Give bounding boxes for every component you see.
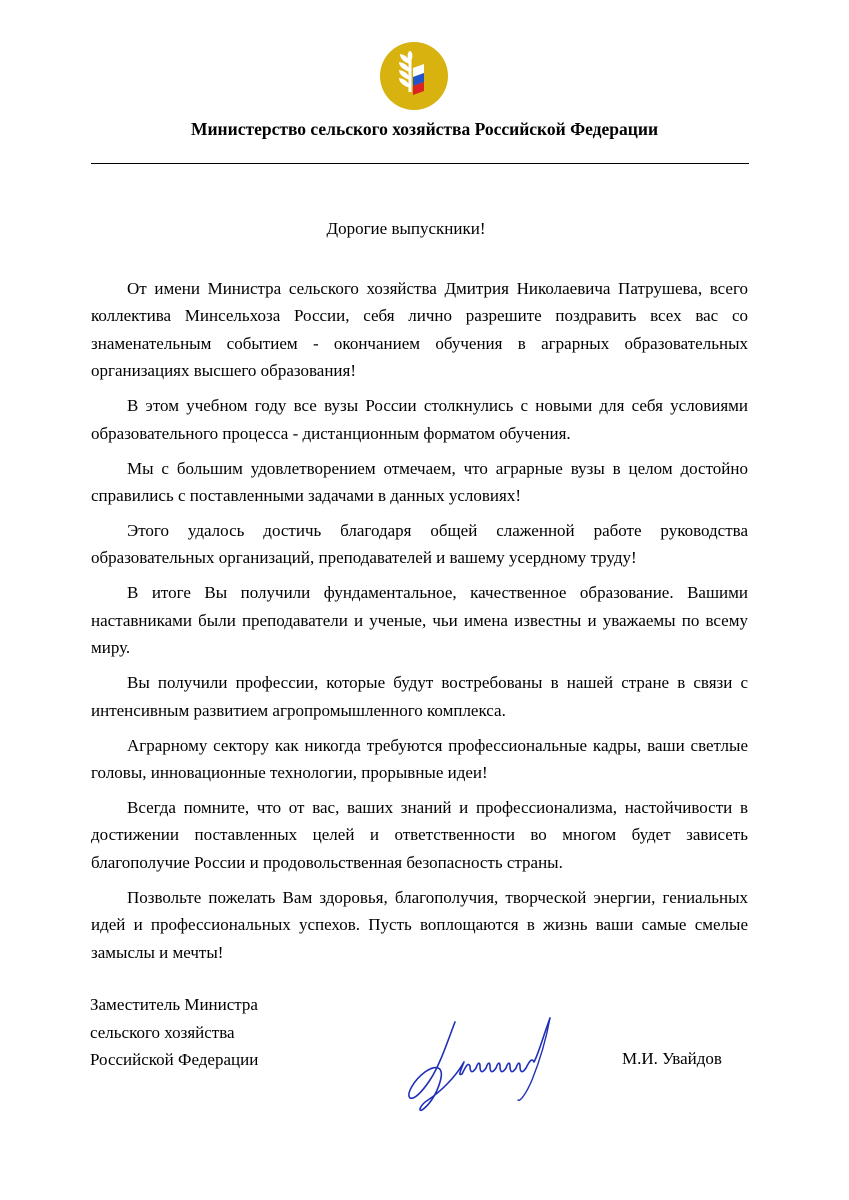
letter-body bbox=[91, 275, 748, 974]
paragraph: В этом учебном году все вузы России столкнулись с новыми для себя условиями образовательного процесса - дистанционным форматом обучения. bbox=[91, 396, 748, 443]
ministry-emblem bbox=[380, 42, 448, 110]
paragraph: Мы с большим удовлетворением отмечаем, что аграрные вузы в целом достойно справились с поставленными задачами в данных условиях! bbox=[91, 458, 748, 506]
signer-position-line: Заместитель Министра bbox=[90, 995, 258, 1014]
paragraph: Всегда помните, что от вас, ваших знаний и профессионализма, настойчивости в достижении поставленных целей и ответственности во многом будет зависеть благополучие России и продовольственная безопасность страны. bbox=[91, 798, 748, 872]
signer-position-line: Российской Федерации bbox=[90, 1050, 259, 1069]
signer-position bbox=[90, 991, 258, 1074]
letter-greeting: Дорогие выпускники! bbox=[326, 219, 486, 238]
signature bbox=[400, 1010, 570, 1120]
signer-position-line: сельского хозяйства bbox=[90, 1022, 235, 1042]
paragraph: Позвольте пожелать Вам здоровья, благополучия, творческой энергии, гениальных идей и профессиональных успехов. Пусть воплощаются в жизнь ваши самые смелые замыслы и мечты! bbox=[91, 887, 748, 962]
paragraph: Аграрному сектору как никогда требуются профессиональные кадры, ваши светлые головы, инновационные технологии, прорывные идеи! bbox=[91, 735, 748, 783]
signer-name: М.И. Увайдов bbox=[622, 1049, 722, 1068]
wheat-flag-emblem-icon bbox=[380, 42, 448, 110]
paragraph: От имени Министра сельского хозяйства Дмитрия Николаевича Патрушева, всего коллектива Минсельхоза России, себя лично разрешите поздравить всех вас со знаменательным событием - окончанием обучения в аграрных образовательных организациях высшего образования! bbox=[91, 279, 748, 381]
header-divider bbox=[91, 163, 749, 164]
handwritten-signature-icon bbox=[400, 1010, 570, 1120]
paragraph: Вы получили профессии, которые будут востребованы в нашей стране в связи с интенсивным развитием агропромышленного комплекса. bbox=[91, 673, 748, 720]
paragraph: В итоге Вы получили фундаментальное, качественное образование. Вашими наставниками были преподаватели и ученые, чьи имена известны и уважаемы по всему миру. bbox=[91, 583, 748, 658]
paragraph: Этого удалось достичь благодаря общей слаженной работе руководства образовательных организаций, преподавателей и вашему усердному труду! bbox=[91, 521, 748, 568]
organization-title: Министерство сельского хозяйства Российской Федерации bbox=[190, 119, 659, 139]
